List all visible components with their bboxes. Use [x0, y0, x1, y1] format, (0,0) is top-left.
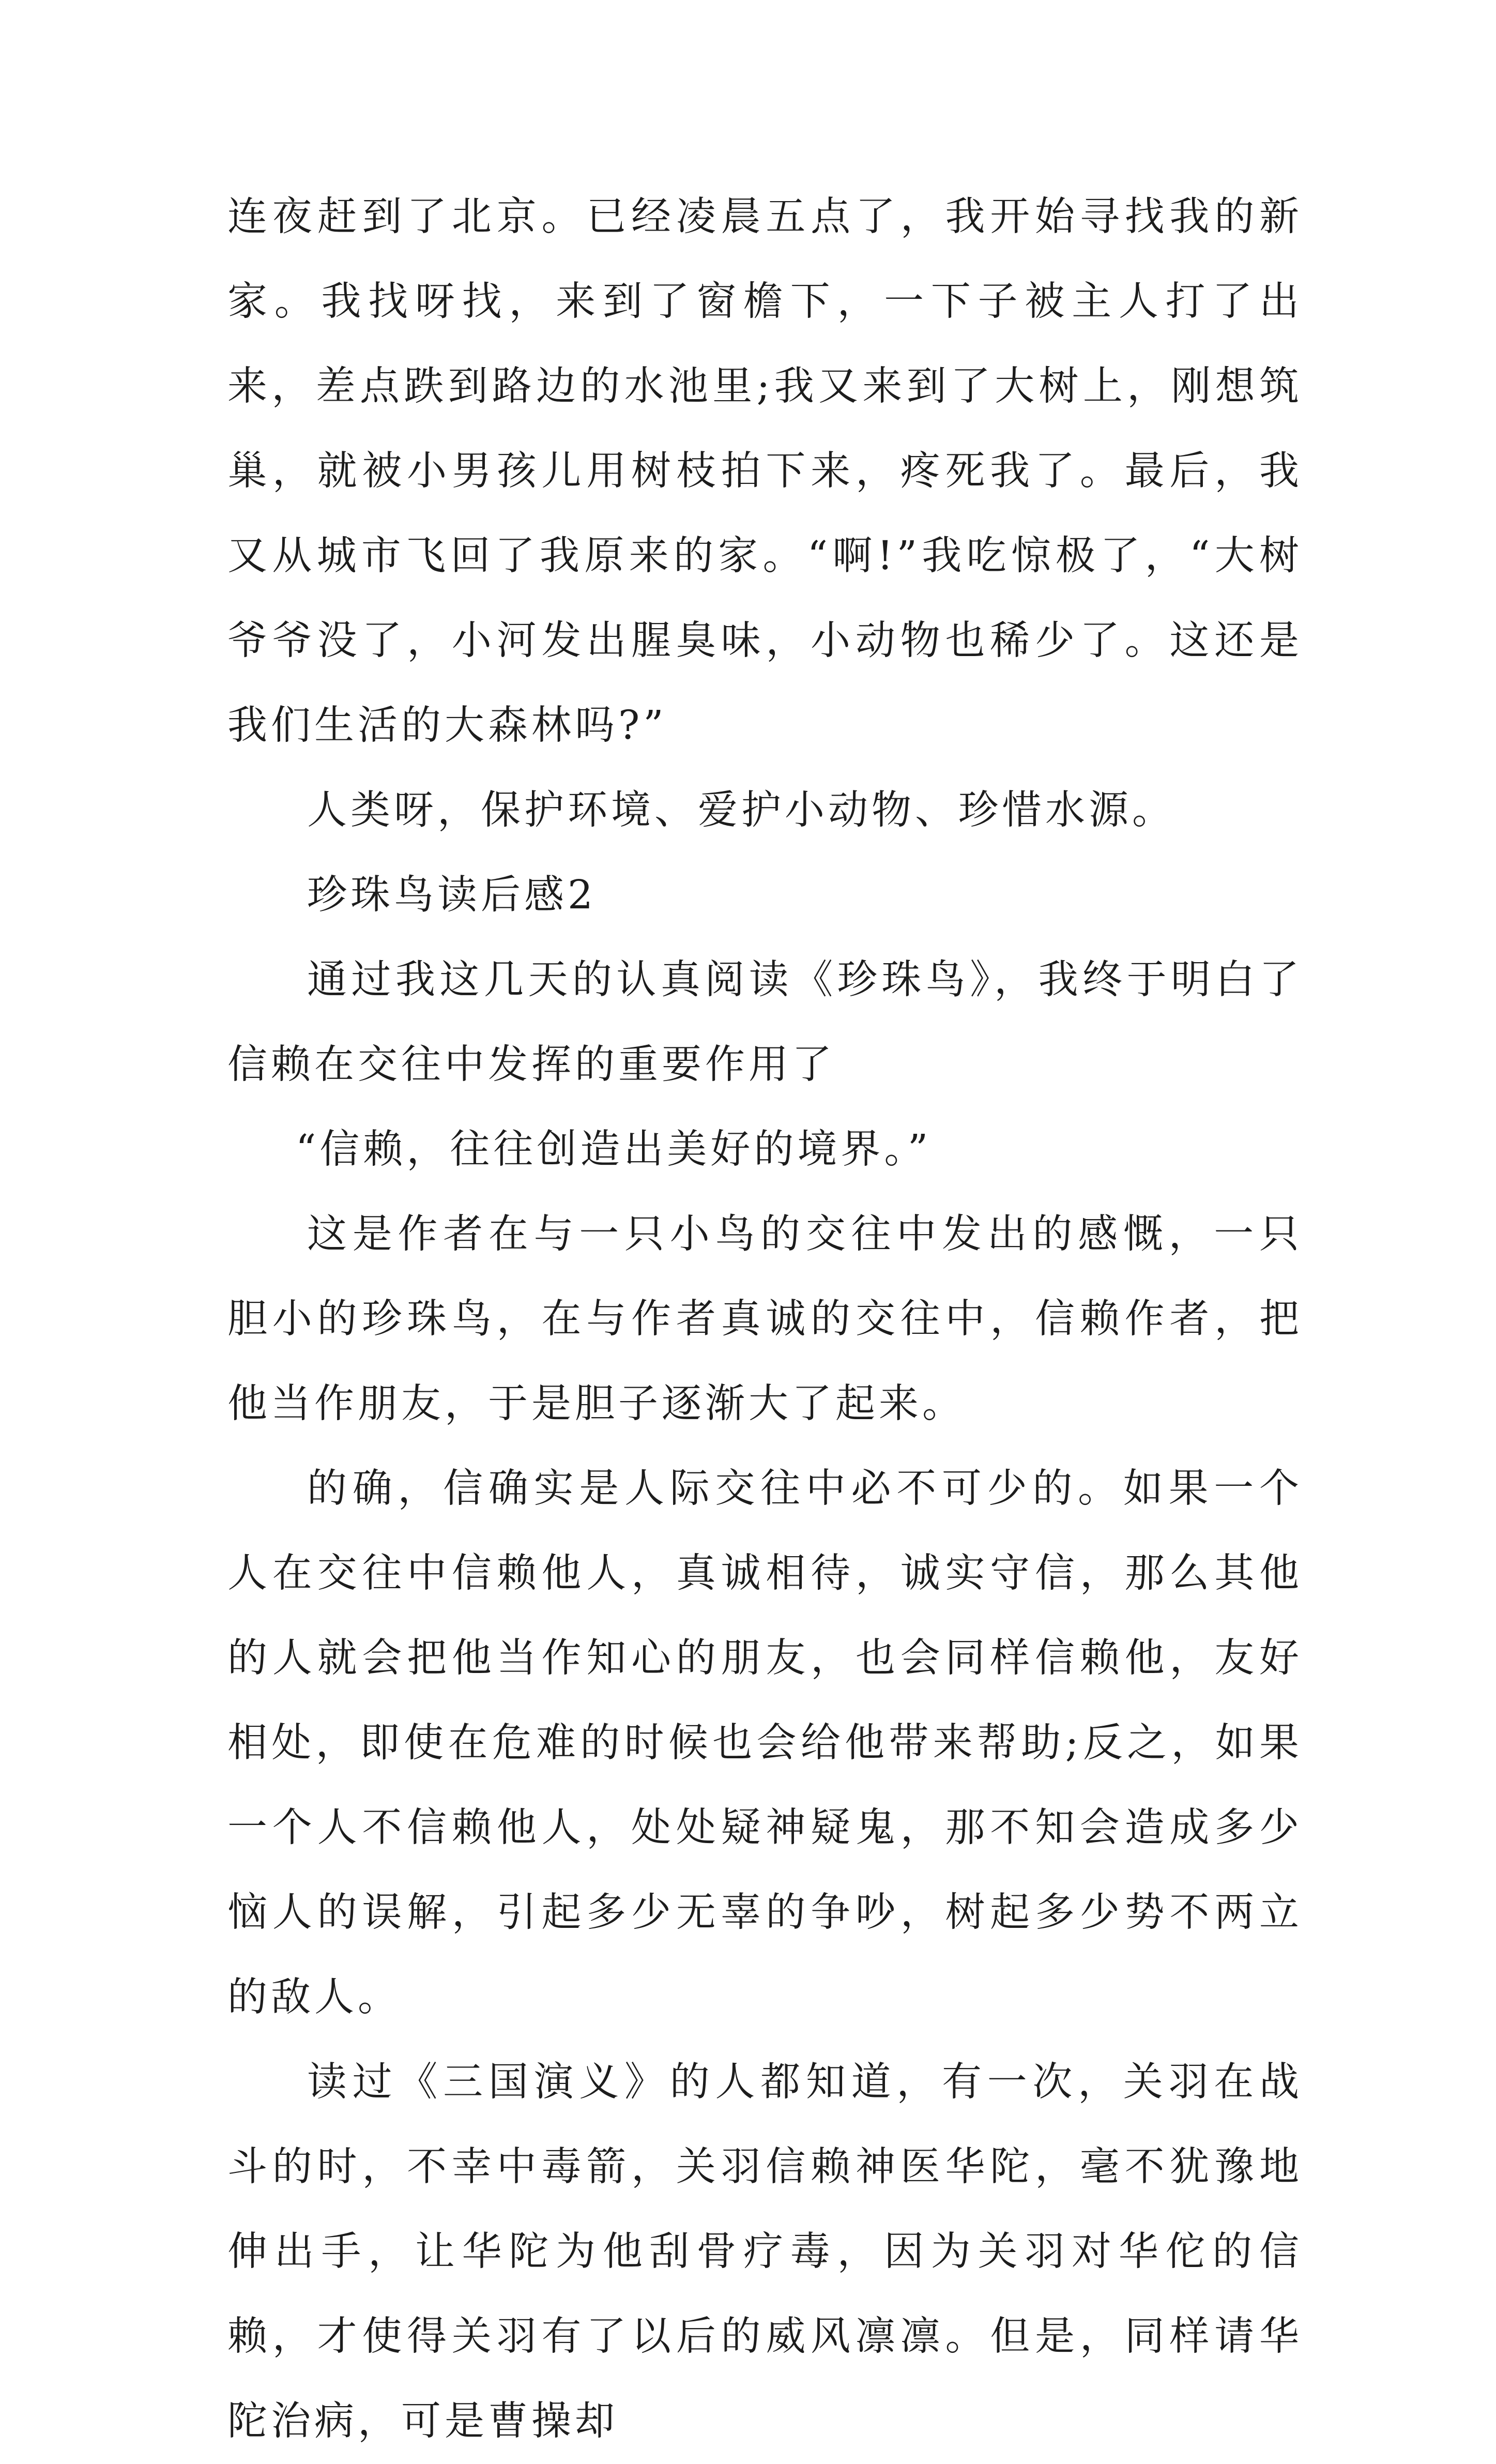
paragraph-trust-discussion: 的确，信确实是人际交往中必不可少的。如果一个人在交往中信赖他人，真诚相待，诚实守信，那么其他的人就会把他当作知心的朋友，也会同样信赖他，友好相处，即使在危难的时候也会给他带来帮助;反之，如果一个人不信赖他人，处处疑神疑鬼，那不知会造成多少恼人的误解，引起多少无辜的争吵，树起多少势不两立的敌人。 [227, 1466, 1303, 2020]
paragraph-guan-yu-example: 读过《三国演义》的人都知道，有一次，关羽在战斗的时，不幸中毒箭，关羽信赖神医华陀，毫不犹豫地伸出手，让华陀为他刮骨疗毒，因为关羽对华佗的信赖，才使得关羽有了以后的威风凛凛。但是，同样请华陀治病，可是曹操却 [227, 2059, 1303, 2444]
document-page [227, 175, 1303, 2464]
paragraph-intro: 通过我这几天的认真阅读《珍珠鸟》，我终于明白了信赖在交往中发挥的重要作用了 [227, 957, 1303, 1088]
paragraph-continuation: 连夜赶到了北京。已经凌晨五点了，我开始寻找我的新家。我找呀找，来到了窗檐下，一下子被主人打了出来，差点跌到路边的水池里;我又来到了大树上，刚想筑巢，就被小男孩儿用树枝拍下来，疼死我了。最后，我又从城市飞回了我原来的家。“啊!”我吃惊极了，“大树爷爷没了，小河发出腥臭味，小动物也稀少了。这还是我们生活的大森林吗?” [227, 194, 1303, 749]
paragraph-author-reflection: 这是作者在与一只小鸟的交往中发出的感慨，一只胆小的珍珠鸟，在与作者真诚的交往中，信赖作者，把他当作朋友，于是胆子逐渐大了起来。 [227, 1211, 1303, 1427]
section-heading: 珍珠鸟读后感2 [307, 872, 597, 918]
paragraph-quote: “信赖，往往创造出美好的境界。” [296, 1127, 932, 1173]
paragraph-appeal: 人类呀，保护环境、爱护小动物、珍惜水源。 [307, 787, 1176, 833]
